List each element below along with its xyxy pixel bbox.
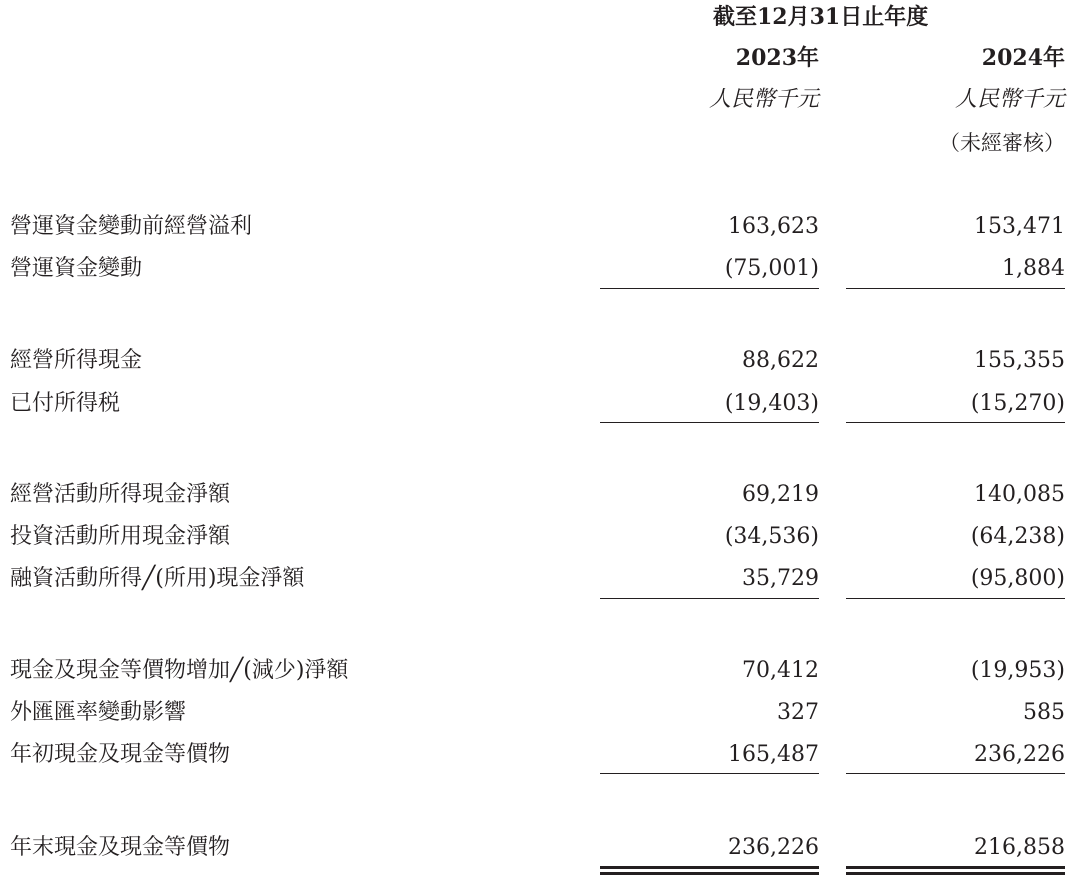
row-value-2024: 585 [1023, 700, 1065, 725]
row-value-2024: (95,800) [970, 566, 1065, 591]
subtotal-rule [600, 598, 819, 599]
row-label: 投資活動所用現金淨額 [10, 524, 231, 549]
subtotal-rule [846, 773, 1065, 774]
year-2023-header: 2023年 [735, 45, 819, 71]
total-double-rule [846, 866, 1065, 875]
total-double-rule [600, 866, 819, 875]
subtotal-rule [846, 288, 1065, 289]
subtotal-rule [600, 422, 819, 423]
subtotal-rule [846, 598, 1065, 599]
total-value-2024: 216,858 [974, 835, 1065, 860]
row-value-2024: 236,226 [974, 742, 1065, 767]
row-value-2023: (75,001) [724, 256, 819, 281]
total-value-2023: 236,226 [728, 835, 819, 860]
row-value-2024: 140,085 [974, 482, 1065, 507]
currency-2023-header: 人民幣千元 [708, 87, 819, 112]
row-value-2024: (64,238) [970, 524, 1065, 549]
row-value-2023: 163,623 [728, 214, 819, 239]
row-value-2023: 327 [777, 700, 819, 725]
row-value-2024: 1,884 [1002, 256, 1065, 281]
row-value-2024: (19,953) [970, 658, 1065, 683]
currency-2024-header: 人民幣千元 [954, 87, 1065, 112]
unaudited-note: （未經審核） [939, 131, 1065, 155]
subtotal-rule [600, 288, 819, 289]
row-value-2024: (15,270) [970, 391, 1065, 416]
row-value-2023: 69,219 [742, 482, 819, 507]
period-header: 截至12月31日止年度 [713, 4, 929, 30]
total-label: 年末現金及現金等價物 [10, 835, 231, 860]
row-value-2023: 35,729 [742, 566, 819, 591]
year-2024-header: 2024年 [981, 45, 1065, 71]
row-value-2023: 88,622 [742, 348, 819, 373]
row-label: 營運資金變動前經營溢利 [10, 214, 253, 239]
row-value-2023: (19,403) [724, 391, 819, 416]
row-label: 營運資金變動 [10, 256, 143, 281]
row-label: 已付所得税 [10, 391, 121, 416]
row-label: 現金及現金等價物增加╱(減少)淨額 [10, 658, 349, 683]
row-value-2023: 70,412 [742, 658, 819, 683]
row-label: 經營活動所得現金淨額 [10, 482, 231, 507]
subtotal-rule [600, 773, 819, 774]
row-value-2024: 153,471 [974, 214, 1065, 239]
subtotal-rule [846, 422, 1065, 423]
row-label: 年初現金及現金等價物 [10, 742, 231, 767]
row-value-2023: 165,487 [728, 742, 819, 767]
row-value-2023: (34,536) [724, 524, 819, 549]
row-label: 外匯匯率變動影響 [10, 700, 187, 725]
row-label: 融資活動所得╱(所用)現金淨額 [10, 566, 305, 591]
row-value-2024: 155,355 [974, 348, 1065, 373]
row-label: 經營所得現金 [10, 348, 143, 373]
